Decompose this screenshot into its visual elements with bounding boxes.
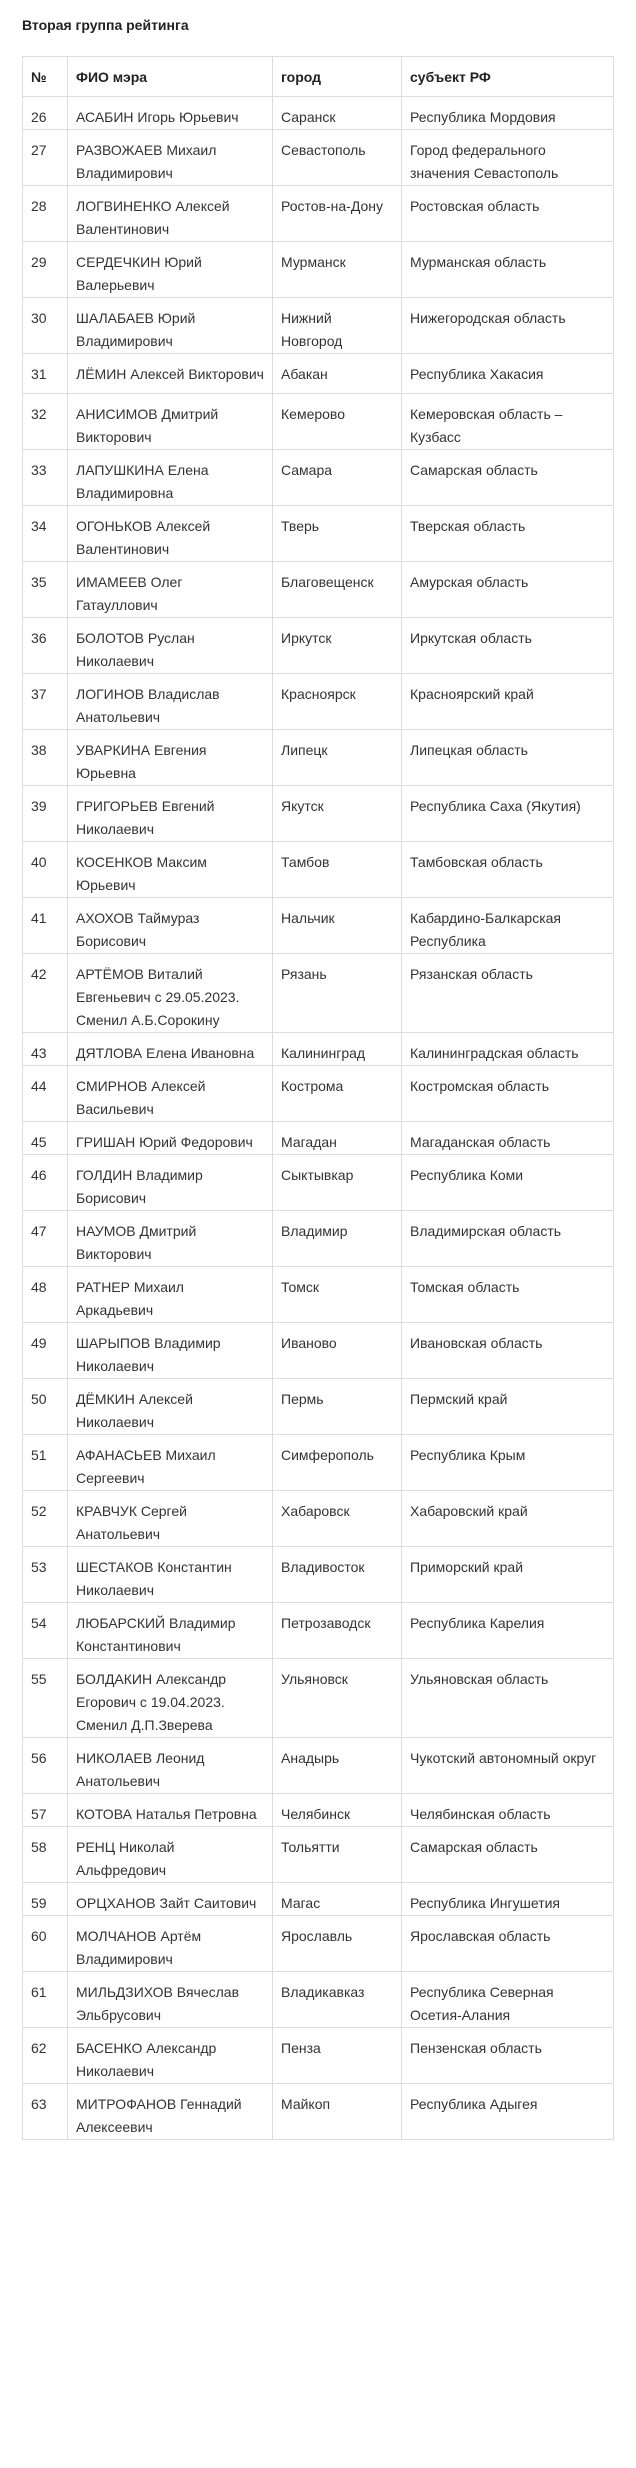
cell-number: 45 [23,1122,68,1155]
cell-region: Красноярский край [402,674,614,730]
cell-mayor-name: РАТНЕР Михаил Аркадьевич [68,1267,273,1323]
cell-city: Абакан [273,354,402,394]
cell-city: Мурманск [273,242,402,298]
cell-region: Тамбовская область [402,842,614,898]
cell-mayor-name: НИКОЛАЕВ Леонид Анатольевич [68,1738,273,1794]
cell-mayor-name: РАЗВОЖАЕВ Михаил Владимирович [68,130,273,186]
table-row [23,1323,614,1379]
cell-region: Республика Хакасия [402,354,614,394]
cell-region: Пермский край [402,1379,614,1435]
cell-mayor-name: КОСЕНКОВ Максим Юрьевич [68,842,273,898]
cell-city: Саранск [273,97,402,130]
table-header-row [23,57,614,97]
cell-region: Калининградская область [402,1033,614,1066]
cell-region: Липецкая область [402,730,614,786]
cell-mayor-name: АНИСИМОВ Дмитрий Викторович [68,394,273,450]
cell-city: Калининград [273,1033,402,1066]
table-row [23,2084,614,2140]
table-row [23,786,614,842]
cell-mayor-name: ШАЛАБАЕВ Юрий Владимирович [68,298,273,354]
cell-number: 26 [23,97,68,130]
header-mayor-name: ФИО мэра [68,57,273,97]
table-row [23,2028,614,2084]
cell-mayor-name: ЛЁМИН Алексей Викторович [68,354,273,394]
cell-mayor-name: АХОХОВ Таймураз Борисович [68,898,273,954]
cell-mayor-name: ШАРЫПОВ Владимир Николаевич [68,1323,273,1379]
cell-city: Пермь [273,1379,402,1435]
cell-region: Республика Северная Осетия-Алания [402,1972,614,2028]
table-row [23,1547,614,1603]
cell-mayor-name: ОРЦХАНОВ Зайт Саитович [68,1883,273,1916]
cell-number: 49 [23,1323,68,1379]
cell-mayor-name: АФАНАСЬЕВ Михаил Сергеевич [68,1435,273,1491]
cell-number: 62 [23,2028,68,2084]
cell-number: 41 [23,898,68,954]
table-row [23,1972,614,2028]
cell-region: Самарская область [402,1827,614,1883]
table-row [23,394,614,450]
cell-city: Томск [273,1267,402,1323]
cell-mayor-name: БОЛОТОВ Руслан Николаевич [68,618,273,674]
cell-city: Магадан [273,1122,402,1155]
header-city: город [273,57,402,97]
cell-city: Иркутск [273,618,402,674]
cell-number: 43 [23,1033,68,1066]
cell-region: Республика Мордовия [402,97,614,130]
cell-mayor-name: КРАВЧУК Сергей Анатольевич [68,1491,273,1547]
table-row [23,506,614,562]
cell-city: Самара [273,450,402,506]
cell-number: 55 [23,1659,68,1738]
cell-mayor-name: ДЁМКИН Алексей Николаевич [68,1379,273,1435]
cell-number: 60 [23,1916,68,1972]
cell-region: Магаданская область [402,1122,614,1155]
cell-region: Тверская область [402,506,614,562]
cell-city: Хабаровск [273,1491,402,1547]
cell-mayor-name: ОГОНЬКОВ Алексей Валентинович [68,506,273,562]
table-row [23,298,614,354]
cell-region: Республика Коми [402,1155,614,1211]
table-row [23,1155,614,1211]
cell-number: 28 [23,186,68,242]
cell-city: Тамбов [273,842,402,898]
cell-city: Анадырь [273,1738,402,1794]
cell-city: Тверь [273,506,402,562]
cell-mayor-name: СЕРДЕЧКИН Юрий Валерьевич [68,242,273,298]
cell-number: 56 [23,1738,68,1794]
cell-mayor-name: ЛОГВИНЕНКО Алексей Валентинович [68,186,273,242]
cell-number: 57 [23,1794,68,1827]
cell-city: Нальчик [273,898,402,954]
cell-number: 63 [23,2084,68,2140]
cell-region: Ростовская область [402,186,614,242]
cell-region: Республика Крым [402,1435,614,1491]
cell-city: Пенза [273,2028,402,2084]
table-body [23,97,614,2140]
table-row [23,674,614,730]
table-row [23,450,614,506]
cell-mayor-name: БОЛДАКИН Александр Егорович с 19.04.2023. Сменил Д.П.Зверева [68,1659,273,1738]
cell-region: Ульяновская область [402,1659,614,1738]
table-row [23,954,614,1033]
cell-number: 61 [23,1972,68,2028]
cell-number: 31 [23,354,68,394]
table-row [23,1122,614,1155]
cell-region: Кабардино-Балкарская Республика [402,898,614,954]
cell-mayor-name: КОТОВА Наталья Петровна [68,1794,273,1827]
table-row [23,354,614,394]
table-row [23,1794,614,1827]
cell-number: 33 [23,450,68,506]
cell-mayor-name: НАУМОВ Дмитрий Викторович [68,1211,273,1267]
cell-mayor-name: ГРИШАН Юрий Федорович [68,1122,273,1155]
cell-number: 46 [23,1155,68,1211]
table-row [23,1659,614,1738]
cell-region: Хабаровский край [402,1491,614,1547]
cell-city: Липецк [273,730,402,786]
cell-mayor-name: ШЕСТАКОВ Константин Николаевич [68,1547,273,1603]
table-row [23,1033,614,1066]
cell-number: 35 [23,562,68,618]
cell-region: Челябинская область [402,1794,614,1827]
table-row [23,1066,614,1122]
cell-city: Челябинск [273,1794,402,1827]
cell-number: 40 [23,842,68,898]
cell-mayor-name: АРТЁМОВ Виталий Евгеньевич с 29.05.2023. Сменил А.Б.Сорокину [68,954,273,1033]
header-number: № [23,57,68,97]
cell-city: Кострома [273,1066,402,1122]
cell-number: 47 [23,1211,68,1267]
cell-region: Амурская область [402,562,614,618]
cell-number: 44 [23,1066,68,1122]
table-row [23,186,614,242]
cell-city: Ростов-на-Дону [273,186,402,242]
cell-city: Якутск [273,786,402,842]
cell-mayor-name: АСАБИН Игорь Юрьевич [68,97,273,130]
table-row [23,1379,614,1435]
cell-number: 34 [23,506,68,562]
cell-region: Рязанская область [402,954,614,1033]
table-row [23,730,614,786]
cell-number: 50 [23,1379,68,1435]
cell-number: 59 [23,1883,68,1916]
cell-number: 52 [23,1491,68,1547]
cell-number: 58 [23,1827,68,1883]
cell-region: Томская область [402,1267,614,1323]
cell-city: Владивосток [273,1547,402,1603]
cell-city: Сыктывкар [273,1155,402,1211]
cell-mayor-name: МИТРОФАНОВ Геннадий Алексеевич [68,2084,273,2140]
cell-region: Пензенская область [402,2028,614,2084]
table-row [23,1211,614,1267]
table-row [23,842,614,898]
table-row [23,242,614,298]
cell-number: 30 [23,298,68,354]
cell-number: 54 [23,1603,68,1659]
cell-number: 53 [23,1547,68,1603]
cell-region: Республика Саха (Якутия) [402,786,614,842]
table-row [23,97,614,130]
cell-number: 29 [23,242,68,298]
cell-city: Ульяновск [273,1659,402,1738]
cell-region: Владимирская область [402,1211,614,1267]
table-row [23,562,614,618]
cell-region: Кемеровская область – Кузбасс [402,394,614,450]
cell-number: 51 [23,1435,68,1491]
cell-mayor-name: СМИРНОВ Алексей Васильевич [68,1066,273,1122]
table-row [23,1491,614,1547]
table-row [23,1603,614,1659]
table-row [23,130,614,186]
cell-mayor-name: ЛАПУШКИНА Елена Владимировна [68,450,273,506]
rating-table [22,56,614,2140]
cell-region: Нижегородская область [402,298,614,354]
cell-city: Магас [273,1883,402,1916]
cell-region: Чукотский автономный округ [402,1738,614,1794]
table-row [23,618,614,674]
cell-city: Севастополь [273,130,402,186]
cell-number: 42 [23,954,68,1033]
table-row [23,1916,614,1972]
cell-region: Приморский край [402,1547,614,1603]
cell-region: Республика Ингушетия [402,1883,614,1916]
cell-mayor-name: МОЛЧАНОВ Артём Владимирович [68,1916,273,1972]
cell-city: Нижний Новгород [273,298,402,354]
cell-mayor-name: БАСЕНКО Александр Николаевич [68,2028,273,2084]
cell-number: 48 [23,1267,68,1323]
cell-region: Ярославская область [402,1916,614,1972]
cell-region: Республика Адыгея [402,2084,614,2140]
table-row [23,898,614,954]
cell-mayor-name: ГОЛДИН Владимир Борисович [68,1155,273,1211]
cell-mayor-name: МИЛЬДЗИХОВ Вячеслав Эльбрусович [68,1972,273,2028]
cell-mayor-name: ЛЮБАРСКИЙ Владимир Константинович [68,1603,273,1659]
cell-city: Рязань [273,954,402,1033]
cell-number: 37 [23,674,68,730]
page-title: Вторая группа рейтинга [22,17,189,33]
cell-city: Иваново [273,1323,402,1379]
cell-number: 27 [23,130,68,186]
table-row [23,1883,614,1916]
cell-region: Иркутская область [402,618,614,674]
table-row [23,1827,614,1883]
cell-mayor-name: ГРИГОРЬЕВ Евгений Николаевич [68,786,273,842]
cell-region: Ивановская область [402,1323,614,1379]
cell-number: 32 [23,394,68,450]
cell-city: Ярославль [273,1916,402,1972]
cell-number: 36 [23,618,68,674]
cell-region: Самарская область [402,450,614,506]
cell-number: 38 [23,730,68,786]
cell-city: Владикавказ [273,1972,402,2028]
cell-city: Кемерово [273,394,402,450]
cell-city: Красноярск [273,674,402,730]
table-row [23,1738,614,1794]
cell-region: Костромская область [402,1066,614,1122]
table-row [23,1267,614,1323]
cell-region: Город федерального значения Севастополь [402,130,614,186]
cell-mayor-name: ЛОГИНОВ Владислав Анатольевич [68,674,273,730]
cell-region: Мурманская область [402,242,614,298]
cell-mayor-name: УВАРКИНА Евгения Юрьевна [68,730,273,786]
cell-city: Симферополь [273,1435,402,1491]
cell-mayor-name: ИМАМЕЕВ Олег Гатауллович [68,562,273,618]
cell-city: Тольятти [273,1827,402,1883]
header-region: субъект РФ [402,57,614,97]
cell-city: Майкоп [273,2084,402,2140]
cell-number: 39 [23,786,68,842]
table-row [23,1435,614,1491]
cell-city: Петрозаводск [273,1603,402,1659]
cell-region: Республика Карелия [402,1603,614,1659]
cell-mayor-name: ДЯТЛОВА Елена Ивановна [68,1033,273,1066]
cell-city: Владимир [273,1211,402,1267]
cell-mayor-name: РЕНЦ Николай Альфредович [68,1827,273,1883]
cell-city: Благовещенск [273,562,402,618]
